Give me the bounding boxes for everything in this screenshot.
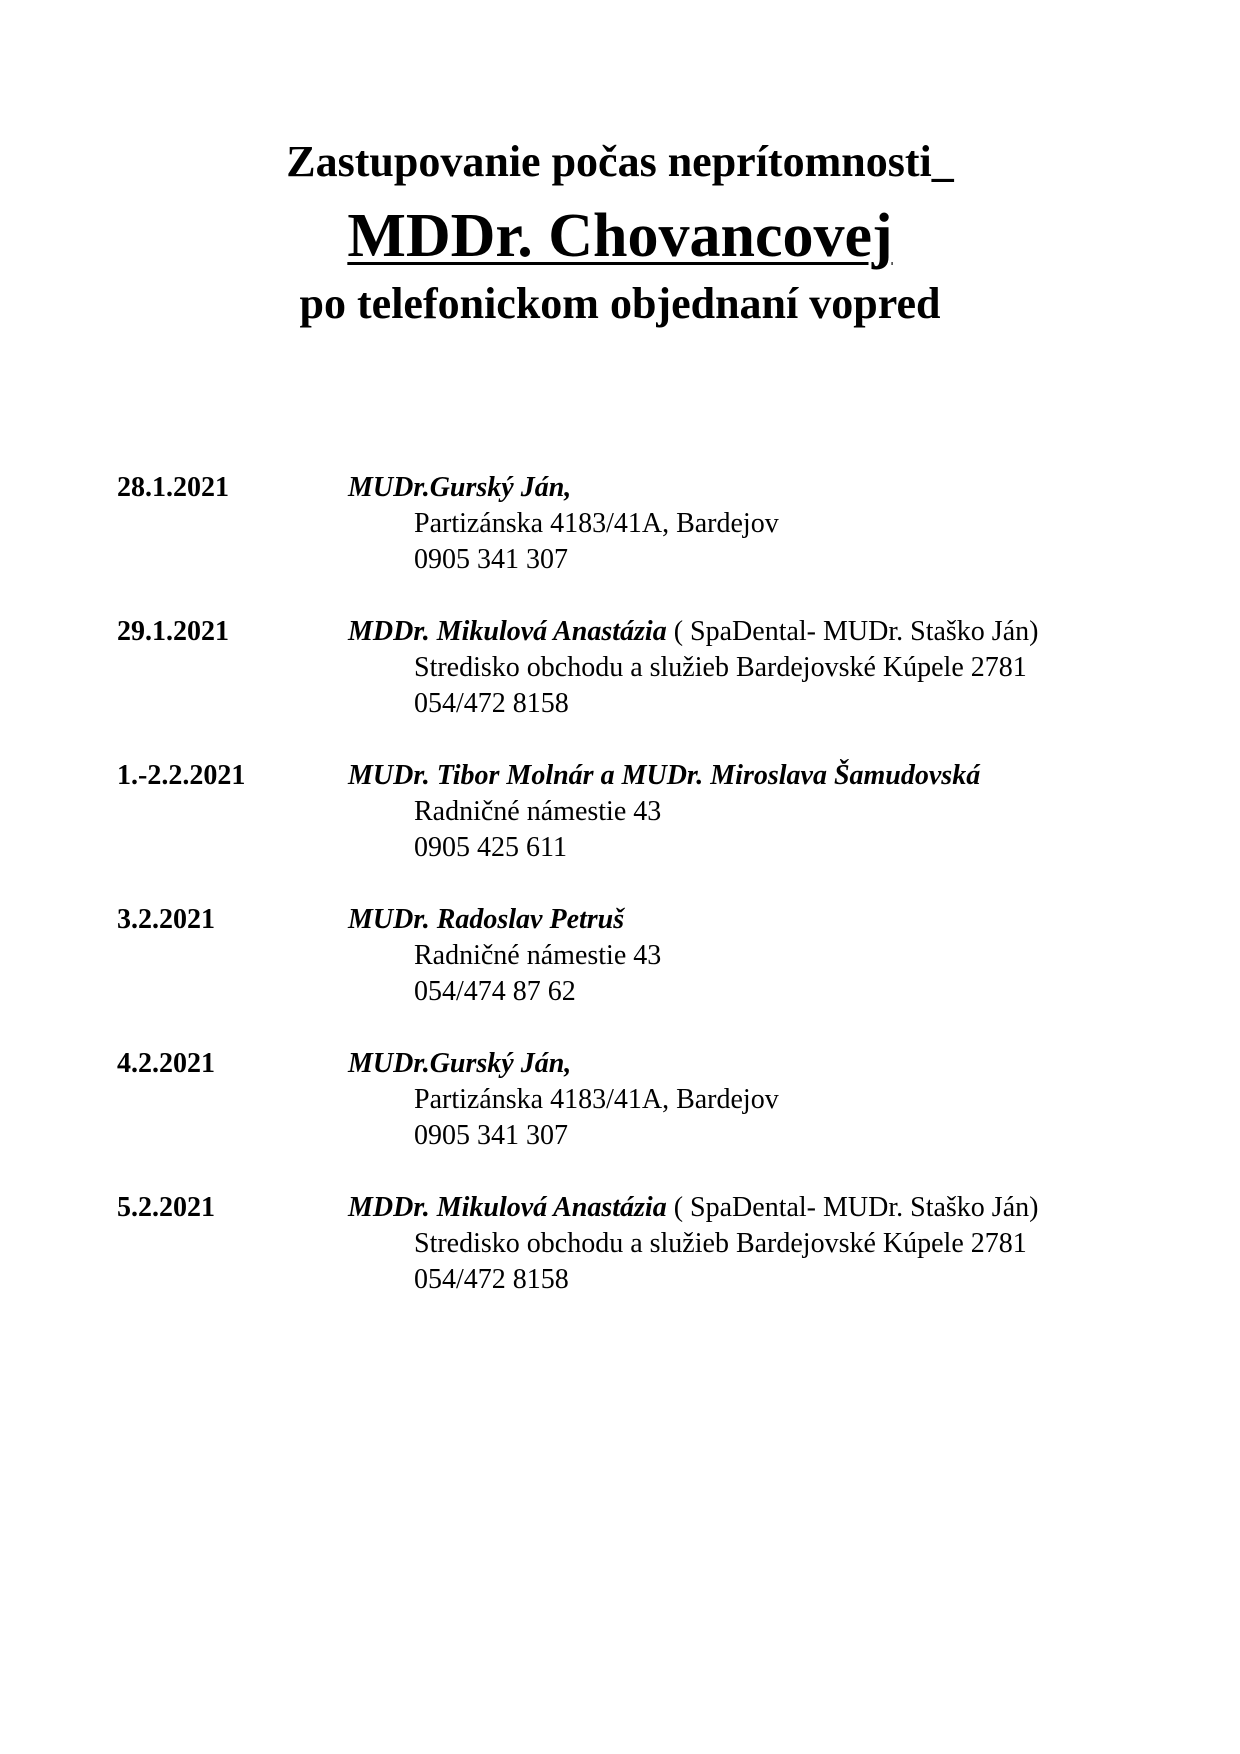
entry-date: 29.1.2021 xyxy=(117,616,229,647)
entry-doctor xyxy=(348,758,980,794)
substitution-schedule xyxy=(0,470,1240,1334)
entry-doctor xyxy=(348,1190,1038,1226)
entry-address: Partizánska 4183/41A, Bardejov xyxy=(414,508,779,539)
doctor-extra: ( SpaDental- MUDr. Staško Ján) xyxy=(666,616,1039,647)
entry-phone: 054/472 8158 xyxy=(414,688,569,719)
doctor-name: MUDr. Radoslav Petruš xyxy=(348,904,625,935)
entry-doctor xyxy=(348,470,571,506)
doctor-extra: ( SpaDental- MUDr. Staško Ján) xyxy=(666,1192,1039,1223)
schedule-entry xyxy=(0,614,1240,758)
entry-phone: 054/472 8158 xyxy=(414,1264,569,1295)
entry-doctor xyxy=(348,1046,571,1082)
entry-address: Radničné námestie 43 xyxy=(414,940,662,971)
entry-phone: 0905 341 307 xyxy=(414,544,568,575)
title-line-3: po telefonickom objednaní vopred xyxy=(299,279,941,328)
schedule-entry xyxy=(0,1190,1240,1334)
entry-date: 1.-2.2.2021 xyxy=(117,760,246,791)
schedule-entry xyxy=(0,902,1240,1046)
doctor-name: MUDr. Tibor Molnár a MUDr. Miroslava Šamudovská xyxy=(348,760,981,791)
doctor-name: MUDr.Gurský Ján, xyxy=(348,1048,572,1079)
entry-address: Partizánska 4183/41A, Bardejov xyxy=(414,1084,779,1115)
entry-doctor xyxy=(348,614,1038,650)
entry-address: Radničné námestie 43 xyxy=(414,796,662,827)
doctor-name: MDDr. Mikulová Anastázia xyxy=(348,1192,667,1223)
entry-date: 28.1.2021 xyxy=(117,472,229,503)
entry-address: Stredisko obchodu a služieb Bardejovské Kúpele 2781 xyxy=(414,1228,1027,1259)
entry-address: Stredisko obchodu a služieb Bardejovské Kúpele 2781 xyxy=(414,652,1027,683)
entry-phone: 0905 341 307 xyxy=(414,1120,568,1151)
entry-doctor xyxy=(348,902,624,938)
schedule-entry xyxy=(0,758,1240,902)
title-line-1: Zastupovanie počas neprítomnosti_ xyxy=(286,137,954,186)
entry-phone: 0905 425 611 xyxy=(414,832,567,863)
entry-phone: 054/474 87 62 xyxy=(414,976,576,1007)
entry-date: 5.2.2021 xyxy=(117,1192,215,1223)
schedule-entry xyxy=(0,470,1240,614)
schedule-entry xyxy=(0,1046,1240,1190)
doctor-name: MUDr.Gurský Ján, xyxy=(348,472,572,503)
doctor-name: MDDr. Mikulová Anastázia xyxy=(348,616,667,647)
entry-date: 3.2.2021 xyxy=(117,904,215,935)
title-line-2-doctor: MDDr. Chovancovej xyxy=(347,202,893,270)
entry-date: 4.2.2021 xyxy=(117,1048,215,1079)
